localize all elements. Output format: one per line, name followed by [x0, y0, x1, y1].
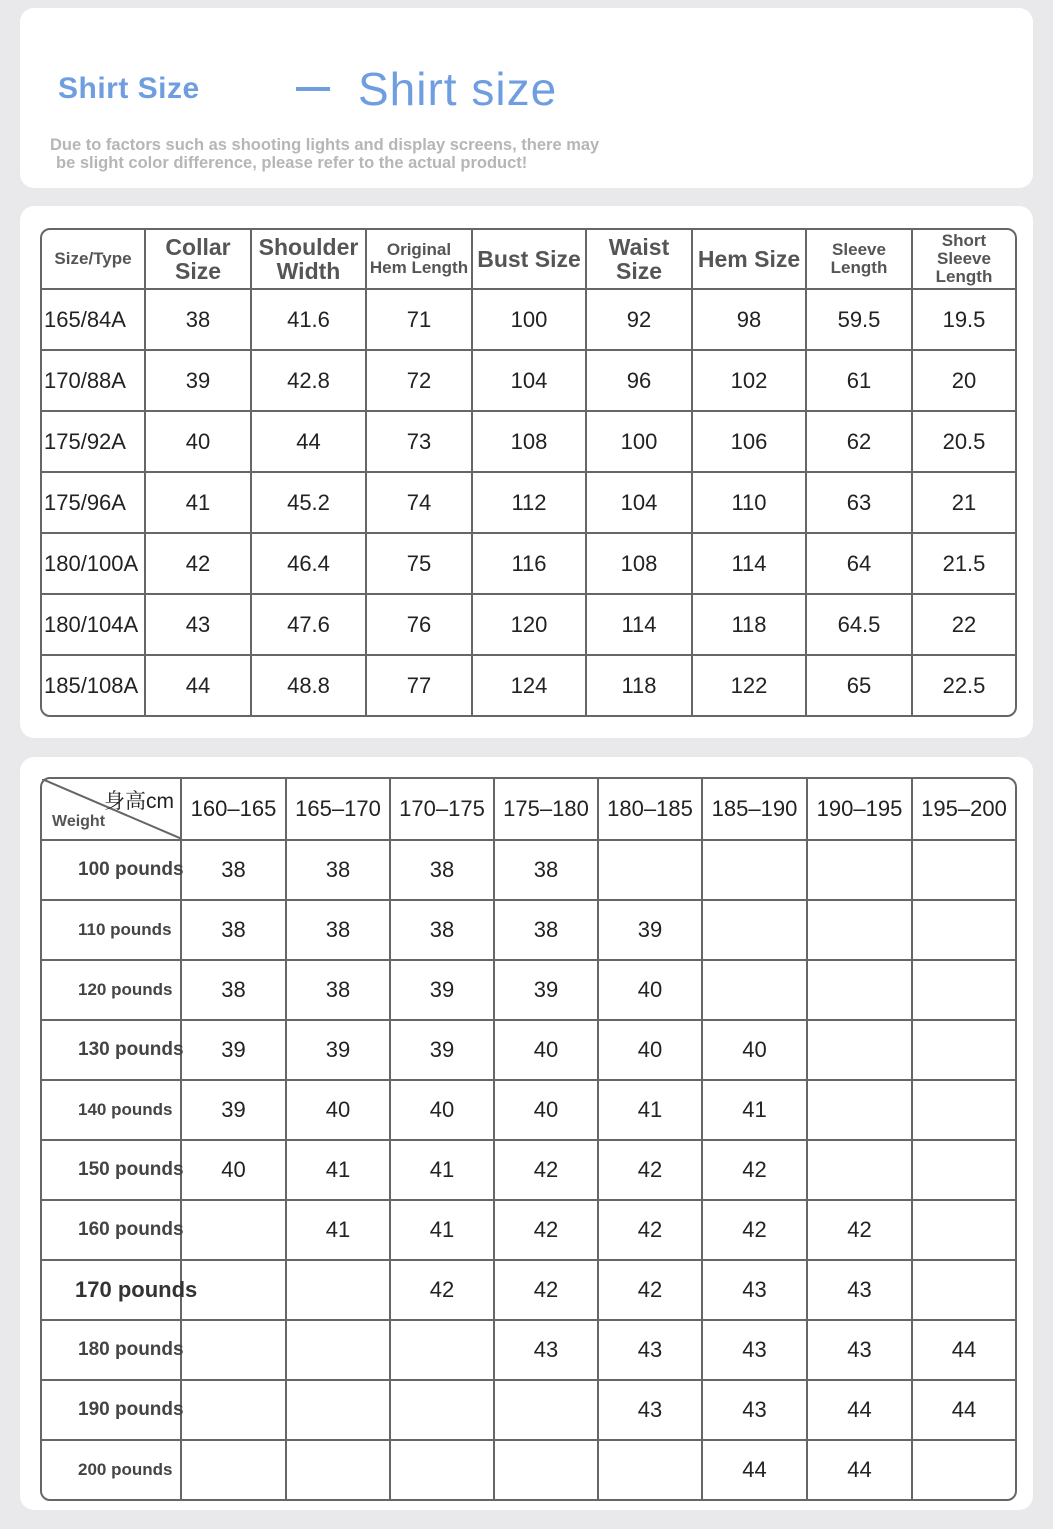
recommended-size-cell: 43	[703, 1321, 808, 1381]
weight-label-cell: 100 pounds	[42, 841, 182, 901]
measurement-cell: 21.5	[913, 534, 1015, 595]
recommended-size-cell: 39	[182, 1081, 287, 1141]
weight-label-cell: 160 pounds	[42, 1201, 182, 1261]
table-row	[42, 901, 1015, 961]
table-corner-cell	[42, 779, 182, 841]
recommended-size-cell: 42	[808, 1201, 913, 1261]
recommended-size-cell: 41	[287, 1201, 391, 1261]
recommended-size-cell	[182, 1261, 287, 1321]
measurement-cell: 102	[693, 351, 807, 412]
weight-label-cell: 130 pounds	[42, 1021, 182, 1081]
notice-line-2: be slight color difference, please refer to the actual product!	[56, 154, 528, 172]
height-range-header: 185–190	[703, 779, 808, 841]
recommended-size-cell	[913, 1261, 1015, 1321]
recommendation-body	[42, 841, 1015, 1499]
recommended-size-cell: 38	[287, 901, 391, 961]
page-title: Shirt Size	[58, 72, 200, 105]
table-row	[42, 1261, 1015, 1321]
recommended-size-cell	[182, 1201, 287, 1261]
header-card	[20, 8, 1033, 188]
recommended-size-cell: 43	[599, 1381, 703, 1441]
recommended-size-cell: 38	[391, 901, 495, 961]
page-subtitle: Shirt size	[358, 63, 558, 115]
size-type-cell: 175/92A	[42, 412, 146, 473]
measurement-cell: 64.5	[807, 595, 913, 656]
measurement-cell: 47.6	[252, 595, 367, 656]
recommended-size-cell: 41	[599, 1081, 703, 1141]
recommended-size-cell: 40	[391, 1081, 495, 1141]
recommended-size-cell: 42	[495, 1261, 599, 1321]
measurement-cell: 42.8	[252, 351, 367, 412]
measurement-cell: 108	[473, 412, 587, 473]
recommended-size-cell: 39	[599, 901, 703, 961]
recommended-size-cell	[808, 1021, 913, 1081]
weight-label-cell: 140 pounds	[42, 1081, 182, 1141]
size-type-cell: 175/96A	[42, 473, 146, 534]
measurement-cell: 65	[807, 656, 913, 715]
recommended-size-cell: 38	[391, 841, 495, 901]
recommended-size-cell	[808, 841, 913, 901]
measurement-cell: 42	[146, 534, 252, 595]
table-row	[42, 1021, 1015, 1081]
table-row	[42, 1081, 1015, 1141]
column-header: Size/Type	[42, 230, 146, 290]
measurement-cell: 114	[693, 534, 807, 595]
table-row	[42, 595, 1015, 656]
recommended-size-cell	[391, 1441, 495, 1499]
recommended-size-cell: 39	[391, 1021, 495, 1081]
column-header: Original Hem Length	[367, 230, 473, 290]
recommended-size-cell: 43	[495, 1321, 599, 1381]
recommended-size-cell: 42	[599, 1201, 703, 1261]
weight-label-cell: 150 pounds	[42, 1141, 182, 1201]
recommended-size-cell: 38	[182, 961, 287, 1021]
recommended-size-cell: 38	[495, 841, 599, 901]
measurement-cell: 20	[913, 351, 1015, 412]
size-type-cell: 165/84A	[42, 290, 146, 351]
measurement-cell: 76	[367, 595, 473, 656]
measurement-cell: 112	[473, 473, 587, 534]
size-recommendation-table	[40, 777, 1017, 1501]
table-row	[42, 1141, 1015, 1201]
measurement-cell: 74	[367, 473, 473, 534]
recommended-size-cell: 40	[599, 1021, 703, 1081]
measurement-cell: 104	[587, 473, 693, 534]
column-header: Collar Size	[146, 230, 252, 290]
recommended-size-cell: 39	[495, 961, 599, 1021]
recommended-size-cell: 40	[287, 1081, 391, 1141]
weight-label-cell: 110 pounds	[42, 901, 182, 961]
measurement-cell: 73	[367, 412, 473, 473]
recommended-size-cell	[599, 841, 703, 901]
measurement-cell: 106	[693, 412, 807, 473]
recommended-size-cell: 38	[287, 841, 391, 901]
measurement-cell: 38	[146, 290, 252, 351]
recommended-size-cell: 38	[495, 901, 599, 961]
recommended-size-cell: 42	[703, 1201, 808, 1261]
measurement-cell: 100	[473, 290, 587, 351]
recommended-size-cell	[703, 901, 808, 961]
recommended-size-cell: 44	[703, 1441, 808, 1499]
weight-label-cell: 170 pounds	[42, 1261, 182, 1321]
column-header: Shoulder Width	[252, 230, 367, 290]
measurement-cell: 71	[367, 290, 473, 351]
measurement-cell: 108	[587, 534, 693, 595]
height-range-header: 195–200	[913, 779, 1015, 841]
size-type-cell: 185/108A	[42, 656, 146, 715]
measurement-cell: 124	[473, 656, 587, 715]
table-row	[42, 841, 1015, 901]
recommended-size-cell: 44	[913, 1321, 1015, 1381]
recommended-size-cell: 40	[703, 1021, 808, 1081]
recommended-size-cell	[391, 1321, 495, 1381]
column-header: Hem Size	[693, 230, 807, 290]
measurement-cell: 98	[693, 290, 807, 351]
height-range-header: 170–175	[391, 779, 495, 841]
measurement-cell: 45.2	[252, 473, 367, 534]
recommended-size-cell: 38	[287, 961, 391, 1021]
recommended-size-cell	[808, 1141, 913, 1201]
measurement-cell: 114	[587, 595, 693, 656]
measurement-cell: 59.5	[807, 290, 913, 351]
measurement-cell: 20.5	[913, 412, 1015, 473]
recommendation-card	[20, 757, 1033, 1510]
size-type-cell: 180/104A	[42, 595, 146, 656]
recommended-size-cell: 40	[495, 1021, 599, 1081]
title-dash-divider	[296, 87, 330, 91]
recommended-size-cell: 39	[391, 961, 495, 1021]
measurement-cell: 118	[587, 656, 693, 715]
measurement-cell: 63	[807, 473, 913, 534]
recommended-size-cell	[287, 1381, 391, 1441]
recommended-size-cell	[913, 901, 1015, 961]
measurement-cell: 116	[473, 534, 587, 595]
measurement-cell: 21	[913, 473, 1015, 534]
measurement-cell: 39	[146, 351, 252, 412]
table-row	[42, 656, 1015, 715]
size-chart-card	[20, 206, 1033, 738]
recommended-size-cell: 42	[495, 1201, 599, 1261]
recommended-size-cell	[703, 841, 808, 901]
recommended-size-cell: 42	[599, 1141, 703, 1201]
height-range-header: 190–195	[808, 779, 913, 841]
column-header: Waist Size	[587, 230, 693, 290]
recommended-size-cell	[182, 1381, 287, 1441]
measurement-cell: 19.5	[913, 290, 1015, 351]
recommended-size-cell: 43	[808, 1321, 913, 1381]
recommended-size-cell	[913, 1081, 1015, 1141]
recommended-size-cell: 41	[391, 1201, 495, 1261]
measurement-cell: 77	[367, 656, 473, 715]
recommended-size-cell: 39	[182, 1021, 287, 1081]
recommendation-header-row	[42, 779, 1015, 841]
recommended-size-cell: 39	[287, 1021, 391, 1081]
table-row	[42, 1201, 1015, 1261]
table-row	[42, 473, 1015, 534]
measurement-cell: 104	[473, 351, 587, 412]
size-type-cell: 170/88A	[42, 351, 146, 412]
size-chart-header-row	[42, 230, 1015, 290]
recommended-size-cell	[182, 1441, 287, 1499]
recommended-size-cell: 38	[182, 901, 287, 961]
table-row	[42, 412, 1015, 473]
table-row	[42, 1321, 1015, 1381]
table-row	[42, 351, 1015, 412]
measurement-cell: 43	[146, 595, 252, 656]
recommended-size-cell: 42	[703, 1141, 808, 1201]
recommended-size-cell	[913, 1141, 1015, 1201]
measurement-cell: 100	[587, 412, 693, 473]
recommended-size-cell: 38	[182, 841, 287, 901]
weight-label-cell: 180 pounds	[42, 1321, 182, 1381]
weight-label-cell: 200 pounds	[42, 1441, 182, 1499]
measurement-cell: 46.4	[252, 534, 367, 595]
size-chart-body	[42, 290, 1015, 715]
measurement-cell: 110	[693, 473, 807, 534]
recommended-size-cell	[182, 1321, 287, 1381]
recommended-size-cell: 41	[287, 1141, 391, 1201]
measurement-cell: 61	[807, 351, 913, 412]
measurement-cell: 44	[252, 412, 367, 473]
recommended-size-cell	[287, 1441, 391, 1499]
recommended-size-cell	[391, 1381, 495, 1441]
table-row	[42, 534, 1015, 595]
column-header: Short Sleeve Length	[913, 230, 1015, 290]
recommended-size-cell: 43	[703, 1261, 808, 1321]
measurement-cell: 22	[913, 595, 1015, 656]
measurement-cell: 22.5	[942, 672, 986, 698]
height-range-header: 175–180	[495, 779, 599, 841]
size-type-cell: 180/100A	[42, 534, 146, 595]
recommended-size-cell: 40	[182, 1141, 287, 1201]
recommended-size-cell	[495, 1381, 599, 1441]
table-row	[42, 1381, 1015, 1441]
size-chart-table	[40, 228, 1017, 717]
measurement-cell: 48.8	[252, 656, 367, 715]
weight-axis-label: Weight	[52, 813, 106, 830]
measurement-cell: 72	[367, 351, 473, 412]
column-header: Sleeve Length	[807, 230, 913, 290]
recommended-size-cell	[913, 841, 1015, 901]
recommended-size-cell: 42	[495, 1141, 599, 1201]
recommended-size-cell: 42	[391, 1261, 495, 1321]
column-header: Bust Size	[473, 230, 587, 290]
height-range-header: 180–185	[599, 779, 703, 841]
recommended-size-cell	[913, 1021, 1015, 1081]
recommended-size-cell: 44	[913, 1381, 1015, 1441]
height-range-header: 160–165	[182, 779, 287, 841]
table-row	[42, 1441, 1015, 1499]
recommended-size-cell: 44	[808, 1441, 913, 1499]
recommended-size-cell	[287, 1321, 391, 1381]
measurement-cell: 118	[693, 595, 807, 656]
measurement-cell: 40	[146, 412, 252, 473]
measurement-cell: 62	[807, 412, 913, 473]
notice-line-1: Due to factors such as shooting lights and display screens, there may	[50, 136, 600, 154]
recommended-size-cell	[495, 1441, 599, 1499]
recommended-size-cell: 41	[391, 1141, 495, 1201]
recommended-size-cell	[808, 1081, 913, 1141]
measurement-cell: 92	[587, 290, 693, 351]
recommended-size-cell	[808, 961, 913, 1021]
measurement-cell: 96	[587, 351, 693, 412]
measurement-cell: 64	[807, 534, 913, 595]
measurement-cell: 120	[473, 595, 587, 656]
recommended-size-cell	[808, 901, 913, 961]
color-notice	[50, 136, 750, 172]
recommended-size-cell	[913, 1201, 1015, 1261]
recommended-size-cell	[913, 1441, 1015, 1499]
height-axis-label: 身高cm	[104, 790, 174, 813]
measurement-cell: 41.6	[252, 290, 367, 351]
height-range-header: 165–170	[287, 779, 391, 841]
recommended-size-cell	[599, 1441, 703, 1499]
measurement-cell: 41	[146, 473, 252, 534]
measurement-cell: 75	[367, 534, 473, 595]
recommended-size-cell: 40	[599, 961, 703, 1021]
measurement-cell: 44	[146, 656, 252, 715]
recommended-size-cell: 40	[495, 1081, 599, 1141]
weight-label-cell: 190 pounds	[42, 1381, 182, 1441]
recommended-size-cell	[913, 961, 1015, 1021]
recommended-size-cell: 43	[599, 1321, 703, 1381]
recommended-size-cell: 43	[808, 1261, 913, 1321]
recommended-size-cell: 44	[808, 1381, 913, 1441]
recommended-size-cell	[287, 1261, 391, 1321]
recommended-size-cell: 43	[703, 1381, 808, 1441]
recommended-size-cell	[703, 961, 808, 1021]
table-row	[42, 290, 1015, 351]
measurement-cell: 122	[693, 656, 807, 715]
recommended-size-cell: 42	[599, 1261, 703, 1321]
weight-label-cell: 120 pounds	[42, 961, 182, 1021]
recommended-size-cell: 41	[703, 1081, 808, 1141]
table-row	[42, 961, 1015, 1021]
